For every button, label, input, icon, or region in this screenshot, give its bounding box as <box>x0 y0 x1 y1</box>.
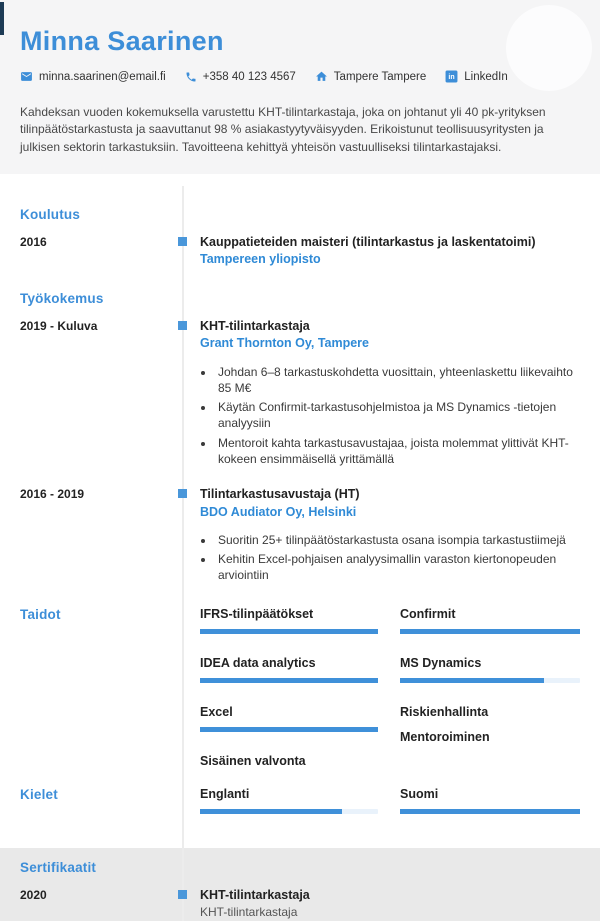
education-entry-date: 2016 <box>20 234 47 249</box>
resume-body <box>0 174 600 921</box>
contact-row <box>20 70 580 83</box>
language-bar <box>200 809 378 814</box>
contact-linkedin[interactable] <box>445 70 507 83</box>
section-experience <box>20 291 580 306</box>
section-heading-experience: Työkokemus <box>20 291 104 307</box>
experience-entry-company: Grant Thornton Oy, Tampere <box>200 336 369 351</box>
skill-item <box>400 730 580 744</box>
section-certificates <box>20 860 580 875</box>
skill-bar <box>200 629 378 634</box>
contact-email-label: minna.saarinen@email.fi <box>39 70 166 83</box>
page-title: Minna Saarinen <box>20 26 224 56</box>
skill-label: Sisäinen valvonta <box>200 753 306 768</box>
education-entry-title: Kauppatieteiden maisteri (tilintarkastus ja laskentatoimi) <box>200 234 536 249</box>
svg-text:in: in <box>448 74 455 82</box>
skill-bar <box>400 629 580 634</box>
skill-label: IFRS-tilinpäätökset <box>200 606 314 621</box>
resume-header <box>0 0 600 174</box>
experience-entry <box>20 318 580 470</box>
contact-phone[interactable] <box>185 71 296 83</box>
skill-label: IDEA data analytics <box>200 655 316 670</box>
experience-bullet-list <box>200 364 580 468</box>
page-corner-mark <box>0 2 4 35</box>
contact-linkedin-label: LinkedIn <box>464 70 508 83</box>
envelope-icon <box>20 70 33 83</box>
section-heading-education: Koulutus <box>20 206 81 222</box>
languages-column-2 <box>400 787 580 836</box>
experience-bullet: • Käytän Confirmit-tarkastusohjelmistoa ja MS Dynamics -tietojen analyysiin <box>215 399 580 432</box>
linkedin-icon <box>445 70 458 83</box>
skill-label: Confirmit <box>400 606 456 621</box>
skill-label: MS Dynamics <box>400 655 482 670</box>
skill-bar <box>200 727 378 732</box>
languages-column-1 <box>200 787 378 836</box>
experience-bullet-list <box>200 532 580 584</box>
skill-item <box>200 607 378 634</box>
section-heading-skills: Taidot <box>20 606 61 622</box>
experience-bullet: • Mentoroit kahta tarkastusavustajaa, joista molemmat ylittivät KHT-kokeen ensimmäisellä yrittämällä <box>215 435 580 468</box>
section-education <box>20 207 580 222</box>
experience-entry-title: Tilintarkastusavustaja (HT) <box>200 487 360 502</box>
language-label: Suomi <box>400 786 439 801</box>
skill-bar <box>400 678 580 683</box>
timeline-square-icon <box>178 321 187 330</box>
contact-phone-label: +358 40 123 4567 <box>202 70 296 83</box>
skill-bar <box>200 678 378 683</box>
language-item <box>400 787 580 814</box>
experience-bullet: • Kehitin Excel-pohjaisen analyysimallin varaston kiertonopeuden arviointiin <box>215 551 580 584</box>
contact-location[interactable] <box>315 70 426 83</box>
language-bar <box>400 809 580 814</box>
language-label: Englanti <box>200 786 250 801</box>
education-entry-school: Tampereen yliopisto <box>200 252 321 267</box>
timeline-square-icon <box>178 890 187 899</box>
phone-icon <box>185 71 197 83</box>
section-heading-languages: Kielet <box>20 786 58 802</box>
experience-entry-date: 2019 - Kuluva <box>20 319 98 334</box>
timeline-square-icon <box>178 489 187 498</box>
contact-email[interactable] <box>20 70 166 83</box>
skill-item <box>200 656 378 683</box>
certificate-entry-subtitle: KHT-tilintarkastaja <box>200 904 298 919</box>
experience-bullet: • Johdan 6–8 tarkastuskohdetta vuosittain, yhteenlaskettu liikevaihto 85 M€ <box>215 364 580 397</box>
experience-entry-company: BDO Audiator Oy, Helsinki <box>200 504 357 519</box>
home-icon <box>315 70 328 83</box>
skills-column-1 <box>200 607 378 779</box>
language-item <box>200 787 378 814</box>
certificate-entry <box>20 887 580 921</box>
experience-entry-date: 2016 - 2019 <box>20 487 85 502</box>
section-skills <box>20 607 580 779</box>
skill-label: Excel <box>200 704 233 719</box>
avatar <box>506 5 592 91</box>
languages-grid <box>182 787 580 836</box>
contact-location-label: Tampere Tampere <box>333 70 427 83</box>
skills-grid <box>182 607 580 779</box>
skill-item <box>400 705 580 719</box>
education-entry <box>20 234 580 268</box>
skill-label: Mentoroiminen <box>400 729 490 744</box>
profile-summary: Kahdeksan vuoden kokemuksella varustettu KHT-tilintarkastaja, joka on johtanut yli 40 pk-yrityksen tilinpäätöstarkastusta ja saavuttanut 98 % asiakastyytyväisyyden. Erikoistunut teollisuusyritysten ja julkisen sektorin tarkastuksiin. Tavoitteena kehittyä yhteisön vastuulliseksi tilintarkastajaksi. <box>20 105 546 154</box>
experience-entry-title: KHT-tilintarkastaja <box>200 319 310 334</box>
skill-item <box>400 656 580 683</box>
skills-column-2 <box>400 607 580 779</box>
skill-item <box>200 754 378 768</box>
section-languages <box>20 787 580 836</box>
skill-item <box>400 607 580 634</box>
skill-label: Riskienhallinta <box>400 704 489 719</box>
section-heading-certificates: Sertifikaatit <box>20 859 97 875</box>
experience-entry <box>20 486 580 586</box>
certificate-entry-date: 2020 <box>20 887 47 902</box>
timeline-square-icon <box>178 237 187 246</box>
experience-bullet: • Suoritin 25+ tilinpäätöstarkastusta osana isompia tarkastustiimejä <box>215 532 580 548</box>
certificate-entry-title: KHT-tilintarkastaja <box>200 887 310 902</box>
skill-item <box>200 705 378 732</box>
